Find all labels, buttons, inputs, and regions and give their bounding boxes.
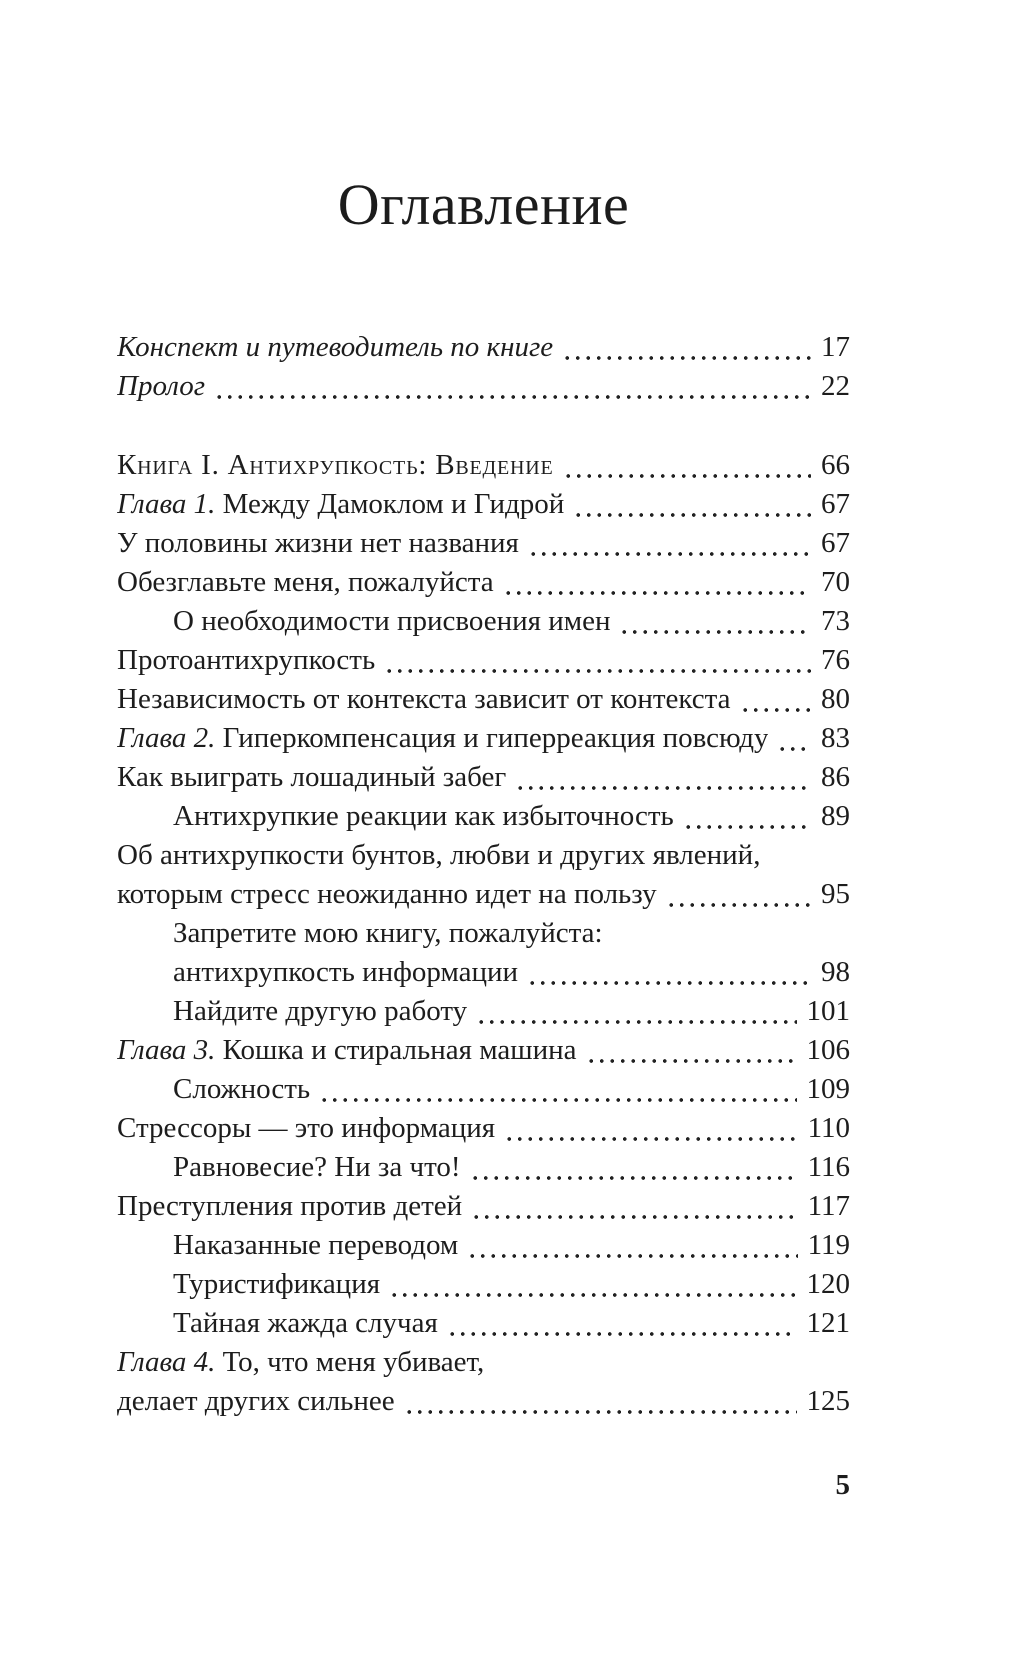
dot-leader [387,1293,796,1297]
toc-entry-title: Преступления против детей [117,1190,463,1222]
toc-entry-title: Туристификация [173,1268,381,1300]
toc-entry-title: которым стресс неожиданно идет на пользу [117,878,657,910]
toc-entry-title: Пролог [117,370,206,402]
dot-leader [465,1254,797,1258]
folio-page-number: 5 [835,1469,850,1501]
dot-leader [382,669,811,673]
toc-page-number: 117 [807,1190,850,1222]
toc-row [117,1187,850,1226]
toc-entry-title: Найдите другую работу [173,995,468,1027]
toc-row [117,524,850,563]
toc-row [117,719,850,758]
toc-entry-title: Антихрупкие реакции как избыточность [173,800,674,832]
toc-page-number: 80 [821,683,850,715]
toc-row [117,1109,850,1148]
toc-content [117,0,850,1421]
toc-page-number: 17 [821,331,850,363]
toc-row [117,680,850,719]
toc-entry-title: Наказанные переводом [173,1229,459,1261]
toc-row [117,875,850,914]
toc-entry-title: Сложность [173,1073,311,1105]
toc-entry-title: Запретите мою книгу, пожалуйста: [173,917,603,949]
toc-row [117,1304,850,1343]
toc-page-number: 106 [806,1034,850,1066]
toc-entry-title: Тайная жажда случая [173,1307,438,1339]
toc-row [117,992,850,1031]
toc-row [117,485,850,524]
toc-page-number: 76 [821,644,850,676]
toc-page-number: 73 [821,605,850,637]
toc-chapter-label: Глава 4. [117,1346,216,1378]
toc-chapter-label: Глава 2. [117,722,216,754]
toc-row [117,914,850,953]
toc-row [117,1031,850,1070]
toc-entry-title: Кошка и стиральная машина [215,1034,577,1066]
toc-page-number: 116 [807,1151,850,1183]
toc-entry-title: Протоантихрупкость [117,644,376,676]
toc-row [117,367,850,406]
toc-entry-title: О необходимости присвоения имен [173,605,611,637]
toc-page-number: 109 [806,1073,850,1105]
dot-leader [212,395,811,399]
toc-row [117,1148,850,1187]
toc-page-number: 98 [821,956,850,988]
dot-leader [402,1410,797,1414]
dot-leader [445,1332,797,1336]
dot-leader [664,903,811,907]
dot-leader [469,1215,797,1219]
toc-entry-title: Между Дамоклом и Гидрой [215,488,565,520]
toc-row [117,602,850,641]
dot-leader [513,786,811,790]
toc-entry-title: Как выиграть лошадиный забег [117,761,507,793]
dot-leader [681,825,811,829]
toc-page-number: 119 [807,1229,850,1261]
dot-leader [474,1020,796,1024]
toc-page-number: 95 [821,878,850,910]
dot-leader [560,356,811,360]
dot-leader [525,981,811,985]
toc-page-number: 86 [821,761,850,793]
toc-row [117,758,850,797]
dot-leader [584,1059,797,1063]
toc-chapter-label: Глава 1. [117,488,216,520]
toc-row [117,1343,850,1382]
toc-page-number: 67 [821,527,850,559]
dot-leader [501,591,811,595]
dot-leader [738,708,811,712]
toc-row [117,797,850,836]
dot-leader [775,747,811,751]
toc-row [117,1265,850,1304]
toc-row [117,1070,850,1109]
page-title: Оглавление [337,172,630,237]
dot-leader [317,1098,796,1102]
toc-entry-title: антихрупкость информации [173,956,519,988]
toc-page-number: 89 [821,800,850,832]
toc-row [117,641,850,680]
toc-page-number: 67 [821,488,850,520]
toc-entry-title: Конспект и путеводитель по книге [117,331,554,363]
dot-leader [526,552,811,556]
toc-row [117,328,850,367]
toc-page-number: 110 [807,1112,850,1144]
dot-leader [502,1137,797,1141]
toc-entry-title: Гиперкомпенсация и гиперреакция повсюду [215,722,769,754]
toc-page-number: 121 [806,1307,850,1339]
toc-page-number: 120 [806,1268,850,1300]
toc-chapter-label: Глава 3. [117,1034,216,1066]
toc-page-number: 66 [821,449,850,481]
toc-page-number: 83 [821,722,850,754]
toc-page-number: 125 [806,1385,850,1417]
toc-row [117,953,850,992]
dot-leader [617,630,811,634]
toc-entry-title: Об антихрупкости бунтов, любви и других явлений, [117,839,761,871]
toc-row [117,563,850,602]
dot-leader [468,1176,798,1180]
toc-entry-title: Книга I. Антихрупкость: Введение [117,449,554,481]
table-of-contents [117,328,850,1421]
toc-entry-title: Стрессоры — это информация [117,1112,496,1144]
toc-page-number: 22 [821,370,850,402]
toc-page-number: 70 [821,566,850,598]
toc-entry-title: Независимость от контекста зависит от контекста [117,683,731,715]
toc-row [117,1382,850,1421]
dot-leader [571,513,811,517]
toc-page-number: 101 [806,995,850,1027]
toc-row [117,1226,850,1265]
toc-entry-title: делает других сильнее [117,1385,395,1417]
toc-row [117,446,850,485]
toc-entry-title: Обезглавьте меня, пожалуйста [117,566,494,598]
toc-entry-title: То, что меня убивает, [215,1346,485,1378]
toc-row [117,836,850,875]
toc-entry-title: У половины жизни нет названия [117,527,519,559]
toc-entry-title: Равновесие? Ни за что! [173,1151,461,1183]
dot-leader [561,474,811,478]
